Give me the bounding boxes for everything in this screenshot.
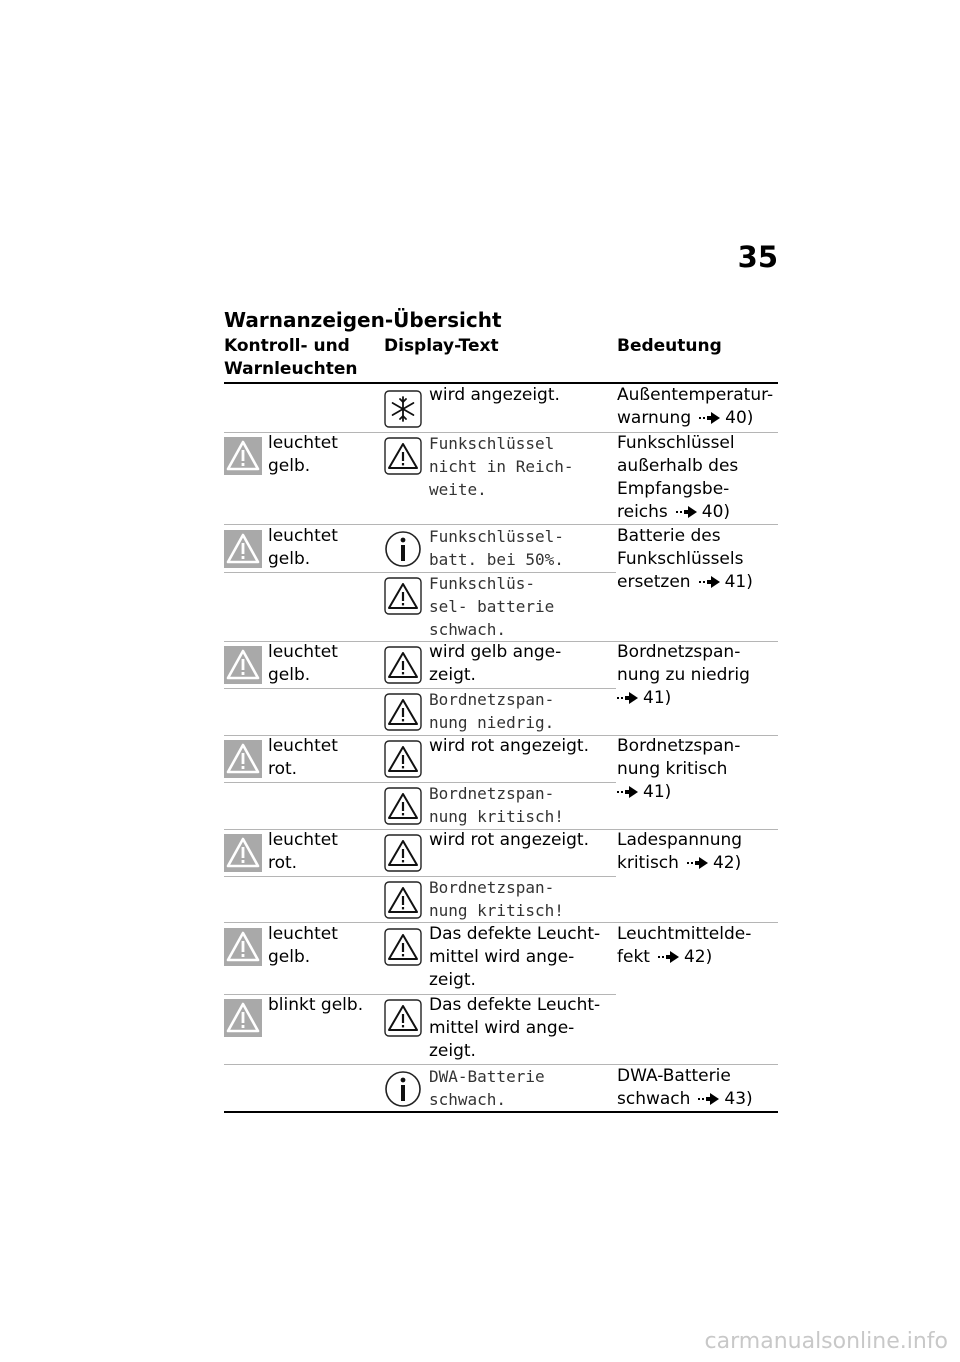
- r11-lamp-line2: gelb.: [268, 947, 311, 967]
- page-reference-arrow-icon: [698, 1092, 720, 1106]
- warning-triangle-lamp-icon: [224, 928, 262, 966]
- r7-meaning: [617, 735, 740, 804]
- r13-display-line1: DWA-Batterie: [429, 1067, 545, 1086]
- r4-display: [429, 572, 554, 641]
- r5-meaning: [617, 641, 750, 710]
- r9-page-ref[interactable]: 42): [712, 853, 742, 873]
- r2-lamp-line1: leuchtet: [268, 433, 338, 453]
- warning-triangle-lamp-icon: [224, 530, 262, 568]
- r1-page-ref[interactable]: 40): [725, 408, 754, 428]
- r12-display-line2: mittel wird ange-: [429, 1018, 575, 1038]
- r5-lamp-line2: gelb.: [268, 665, 311, 685]
- row-divider: [224, 572, 616, 573]
- r2-display-line2: nicht in Reich-: [429, 457, 574, 476]
- r2-display: [429, 432, 574, 501]
- warning-triangle-icon: [384, 577, 422, 615]
- r11-meaning: [617, 923, 751, 969]
- warning-triangle-icon: [384, 437, 422, 475]
- r9-meaning-line2: [617, 852, 742, 875]
- r13-meaning: [617, 1065, 753, 1111]
- r11-meaning-text: fekt: [617, 947, 650, 967]
- r9-lamp-line1: leuchtet: [268, 830, 338, 850]
- r9-meaning-line1: Ladespannung: [617, 830, 743, 850]
- r13-meaning-line1: DWA-Batterie: [617, 1066, 731, 1086]
- r5-display: [429, 641, 561, 687]
- r3-lamp-line1: leuchtet: [268, 526, 338, 546]
- r13-meaning-line2: [617, 1088, 753, 1111]
- header-display: Display-Text: [384, 336, 499, 356]
- page-reference-arrow-icon: [699, 575, 721, 589]
- page-number: 35: [737, 240, 778, 274]
- info-icon: [384, 1070, 422, 1108]
- r2-lamp-text: [268, 432, 338, 478]
- r9-meaning: [617, 829, 742, 875]
- r1-meaning-text: warnung: [617, 408, 692, 428]
- r1-meaning-line2: [617, 407, 773, 430]
- header-meaning: Bedeutung: [617, 336, 722, 356]
- r12-display-line1: Das defekte Leucht-: [429, 995, 601, 1015]
- warning-triangle-icon: [384, 740, 422, 778]
- warning-triangle-icon: [384, 999, 422, 1037]
- r2-meaning: [617, 432, 738, 524]
- warning-triangle-icon: [384, 881, 422, 919]
- r5-meaning-line2: nung zu niedrig: [617, 665, 750, 685]
- r10-display-line2: nung kritisch!: [429, 901, 564, 920]
- r1-meaning-line1: Außentemperatur-: [617, 385, 774, 405]
- r2-meaning-line2: außerhalb des: [617, 456, 739, 476]
- r5-meaning-line1: Bordnetzspan-: [617, 642, 741, 662]
- r1-meaning: [617, 384, 773, 430]
- r3-page-ref[interactable]: 41): [724, 572, 753, 592]
- page-reference-arrow-icon: [617, 691, 639, 705]
- r4-display-line2: sel- batterie: [429, 597, 555, 616]
- r9-meaning-text: kritisch: [617, 853, 679, 873]
- r10-display-line1: Bordnetzspan-: [429, 878, 555, 897]
- warning-triangle-icon: [384, 928, 422, 966]
- r11-display-line1: Das defekte Leucht-: [429, 924, 601, 944]
- r11-display-line2: mittel wird ange-: [429, 947, 575, 967]
- r10-display: [429, 876, 564, 922]
- r4-display-line1: Funkschlüs-: [429, 574, 535, 593]
- r7-meaning-line1: Bordnetzspan-: [617, 736, 741, 756]
- r1-display: wird angezeigt.: [429, 385, 560, 405]
- header-lamps: [224, 335, 358, 381]
- r3-meaning: [617, 525, 753, 594]
- r11-lamp-text: [268, 923, 338, 969]
- r11-display-line3: zeigt.: [429, 970, 476, 990]
- warning-triangle-lamp-icon: [224, 999, 262, 1037]
- r11-meaning-line1: Leuchtmittelde-: [617, 924, 752, 944]
- page-reference-arrow-icon: [676, 505, 698, 519]
- warning-triangle-lamp-icon: [224, 646, 262, 684]
- r6-display-line1: Bordnetzspan-: [429, 690, 555, 709]
- r2-meaning-line3: Empfangsbe-: [617, 479, 730, 499]
- r3-meaning-line1: Batterie des: [617, 526, 721, 546]
- r11-page-ref[interactable]: 42): [683, 947, 713, 967]
- r9-lamp-line2: rot.: [268, 853, 298, 873]
- r6-display-line2: nung niedrig.: [429, 713, 555, 732]
- r5-display-line2: zeigt.: [429, 665, 476, 685]
- r7-lamp-text: [268, 735, 338, 781]
- r5-lamp-text: [268, 641, 338, 687]
- r7-display: wird rot angezeigt.: [429, 736, 590, 756]
- r2-meaning-text: reichs: [617, 502, 668, 522]
- r7-page-ref[interactable]: 41): [643, 782, 672, 802]
- r3-lamp-line2: gelb.: [268, 549, 311, 569]
- r8-display-line1: Bordnetzspan-: [429, 784, 555, 803]
- r5-meaning-line3: [617, 687, 750, 710]
- r6-display: [429, 688, 554, 734]
- row-divider: [224, 688, 616, 689]
- watermark: carmanualsonline.info: [704, 1329, 948, 1354]
- r7-meaning-line3: [617, 781, 740, 804]
- r3-meaning-line2: Funkschlüssels: [617, 549, 744, 569]
- r13-display: [429, 1065, 545, 1111]
- r3-display: [429, 525, 564, 571]
- info-icon: [384, 530, 422, 568]
- r9-display: wird rot angezeigt.: [429, 830, 590, 850]
- warning-triangle-icon: [384, 693, 422, 731]
- r12-display-line3: zeigt.: [429, 1041, 476, 1061]
- r9-lamp-text: [268, 829, 338, 875]
- table-bottom-rule: [224, 1111, 778, 1113]
- warning-triangle-lamp-icon: [224, 834, 262, 872]
- r11-meaning-line2: [617, 946, 751, 969]
- r5-lamp-line1: leuchtet: [268, 642, 338, 662]
- r11-display: [429, 923, 600, 992]
- page-title: Warnanzeigen-Übersicht: [224, 308, 502, 332]
- r12-lamp-text: blinkt gelb.: [268, 995, 364, 1015]
- r5-page-ref[interactable]: 41): [643, 688, 672, 708]
- header-lamps-line1: Kontroll- und: [224, 336, 350, 356]
- r8-display-line2: nung kritisch!: [429, 807, 564, 826]
- r2-page-ref[interactable]: 40): [701, 502, 731, 522]
- r8-display: [429, 782, 564, 828]
- r2-lamp-line2: gelb.: [268, 456, 311, 476]
- r7-meaning-line2: nung kritisch: [617, 759, 728, 779]
- r5-display-line1: wird gelb ange-: [429, 642, 562, 662]
- r7-lamp-line1: leuchtet: [268, 736, 338, 756]
- page-reference-arrow-icon: [617, 785, 639, 799]
- warning-triangle-icon: [384, 787, 422, 825]
- header-lamps-line2: Warnleuchten: [224, 359, 358, 379]
- snowflake-icon: [384, 390, 422, 428]
- r4-display-line3: schwach.: [429, 620, 507, 639]
- r3-display-line2: batt. bei 50%.: [429, 550, 564, 569]
- warning-triangle-icon: [384, 834, 422, 872]
- warning-triangle-icon: [384, 646, 422, 684]
- r13-page-ref[interactable]: 43): [724, 1089, 753, 1109]
- r13-meaning-text: schwach: [617, 1089, 691, 1109]
- page-reference-arrow-icon: [658, 950, 680, 964]
- r2-meaning-line1: Funkschlüssel: [617, 433, 735, 453]
- r2-display-line1: Funkschlüssel: [429, 434, 555, 453]
- warning-triangle-lamp-icon: [224, 437, 262, 475]
- r12-display: [429, 994, 600, 1063]
- page-reference-arrow-icon: [699, 411, 721, 425]
- r3-meaning-text: ersetzen: [617, 572, 691, 592]
- r2-meaning-line4: [617, 501, 738, 524]
- r11-lamp-line1: leuchtet: [268, 924, 338, 944]
- r13-display-line2: schwach.: [429, 1090, 507, 1109]
- r3-display-line1: Funkschlüssel-: [429, 527, 564, 546]
- warning-triangle-lamp-icon: [224, 740, 262, 778]
- r2-display-line3: weite.: [429, 480, 487, 499]
- r3-meaning-line3: [617, 571, 753, 594]
- r3-lamp-text: [268, 525, 338, 571]
- page-reference-arrow-icon: [687, 856, 709, 870]
- r7-lamp-line2: rot.: [268, 759, 298, 779]
